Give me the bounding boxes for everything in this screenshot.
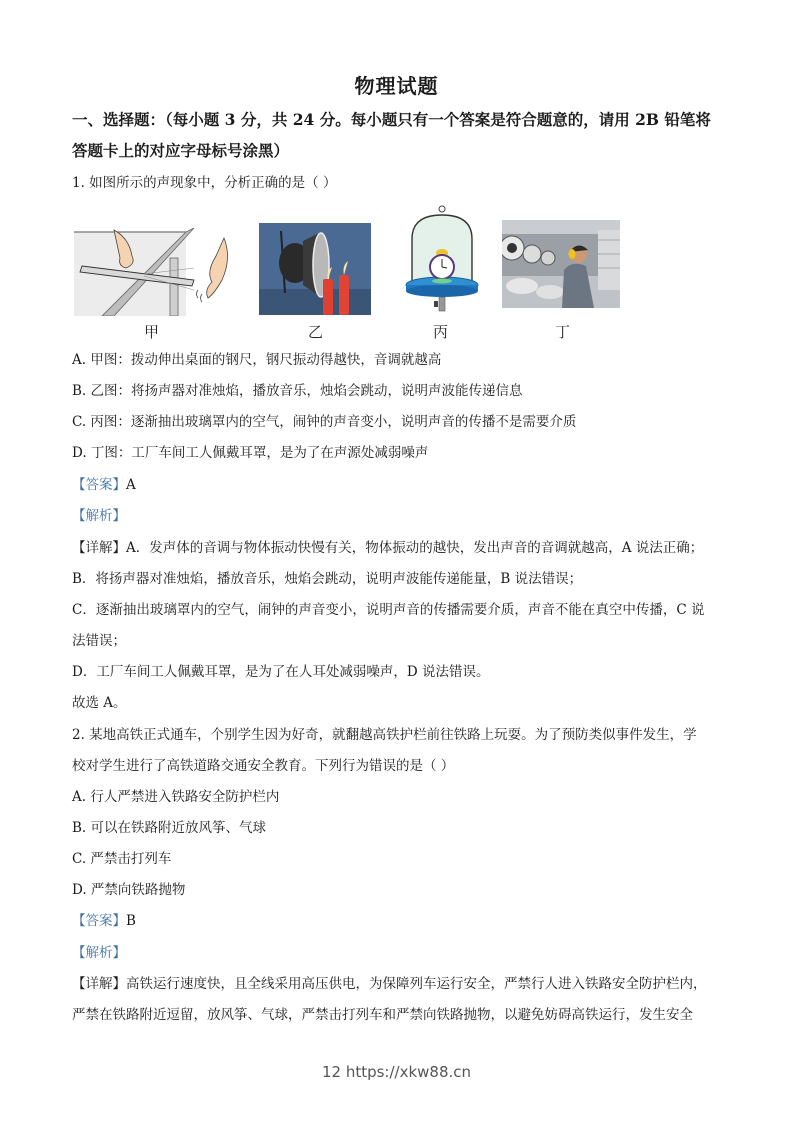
question-2-detail-line-1 <box>72 972 724 992</box>
answer-label: 【答案】 <box>72 477 126 493</box>
question-2-detail-line-2: 严禁在铁路附近逗留，放风筝、气球，严禁击打列车和严禁向铁路抛物，以避免妨碍高铁运行，发生安全 <box>72 1007 693 1023</box>
question-1-detail-line-4: 法错误； <box>72 633 126 649</box>
answer-value: A <box>126 477 136 493</box>
question-1-analysis-label <box>72 504 724 524</box>
figure-caption-ding: 丁 <box>555 323 571 341</box>
figure-ding-factory-photo <box>502 220 620 308</box>
figure-caption-bing: 丙 <box>433 323 449 341</box>
ruler-on-table-icon <box>74 228 242 316</box>
figure-caption-yi: 乙 <box>308 323 324 341</box>
answer-label: 【答案】 <box>72 913 126 929</box>
question-2-option-a: A. 行人严禁进入铁路安全防护栏内 <box>72 789 280 805</box>
question-1-detail-line-2: B．将扬声器对准烛焰，播放音乐，烛焰会跳动，说明声波能传递能量，B 说法错误； <box>72 571 583 587</box>
detail-label: 【详解】 <box>72 976 126 992</box>
question-2-stem-line-1: 2. 某地高铁正式通车，个别学生因为好奇，就翻越高铁护栏前往铁路上玩耍。为了预防类似事件发生，学 <box>72 727 697 743</box>
question-1-option-b: B. 乙图：将扬声器对准烛焰，播放音乐，烛焰会跳动，说明声波能传递信息 <box>72 383 523 399</box>
detail-label: 【详解】 <box>72 540 126 556</box>
question-2-stem-line-2: 校对学生进行了高铁道路交通安全教育。下列行为错误的是（ ） <box>72 758 455 774</box>
section-heading: 一、选择题：（每小题 3 分，共 24 分。每小题只有一个答案是符合题意的，请用 2B 铅笔将答题卡上的对应字母标号涂黑） <box>72 110 711 160</box>
question-1-detail-line-5: D．工厂车间工人佩戴耳罩，是为了在人耳处减弱噪声，D 说法错误。 <box>72 664 490 680</box>
page-footer[interactable]: 12 https://xkw88.cn <box>321 1063 472 1081</box>
question-1-answer <box>72 473 724 493</box>
question-1-conclusion: 故选 A。 <box>72 695 127 711</box>
question-1-detail-line-3: C．逐渐抽出玻璃罩内的空气，闹钟的声音变小，说明声音的传播需要介质，声音不能在真空中传播，C 说 <box>72 602 705 618</box>
question-1-option-c: C. 丙图：逐渐抽出玻璃罩内的空气，闹钟的声音变小，说明声音的传播不是需要介质 <box>72 414 577 430</box>
question-2-option-d: D. 严禁向铁路抛物 <box>72 882 186 898</box>
figure-caption-jia: 甲 <box>144 323 160 341</box>
detail-text: A．发声体的音调与物体振动快慢有关，物体振动的越快，发出声音的音调就越高，A 说法正确； <box>126 540 704 556</box>
detail-text: 高铁运行速度快，且全线采用高压供电，为保障列车运行安全，严禁行人进入铁路安全防护栏内， <box>126 976 707 992</box>
question-1-stem: 1. 如图所示的声现象中，分析正确的是（ ） <box>72 175 337 191</box>
question-2-option-c: C. 严禁击打列车 <box>72 851 172 867</box>
question-2-option-b: B. 可以在铁路附近放风筝、气球 <box>72 820 267 836</box>
figure-jia-ruler-illustration <box>74 228 242 316</box>
question-1-option-a: A. 甲图：拨动伸出桌面的钢尺，钢尺振动得越快，音调就越高 <box>72 352 442 368</box>
factory-worker-earmuffs-photo <box>502 220 620 308</box>
question-1-option-d: D. 丁图：工厂车间工人佩戴耳罩，是为了在声源处减弱噪声 <box>72 445 429 461</box>
bell-jar-alarm-clock-icon <box>402 205 482 317</box>
figure-bing-bell-jar-illustration <box>402 205 482 317</box>
analysis-label: 【解析】 <box>72 945 126 961</box>
page-title: 物理试题 <box>354 74 439 98</box>
question-1-detail-line-1 <box>72 536 724 556</box>
question-1-figures <box>72 205 632 345</box>
figure-yi-speaker-photo <box>259 223 371 315</box>
question-2-answer <box>72 909 724 929</box>
analysis-label: 【解析】 <box>72 508 126 524</box>
speaker-candles-photo <box>259 223 371 315</box>
question-2-analysis-label <box>72 941 724 961</box>
answer-value: B <box>126 913 136 929</box>
